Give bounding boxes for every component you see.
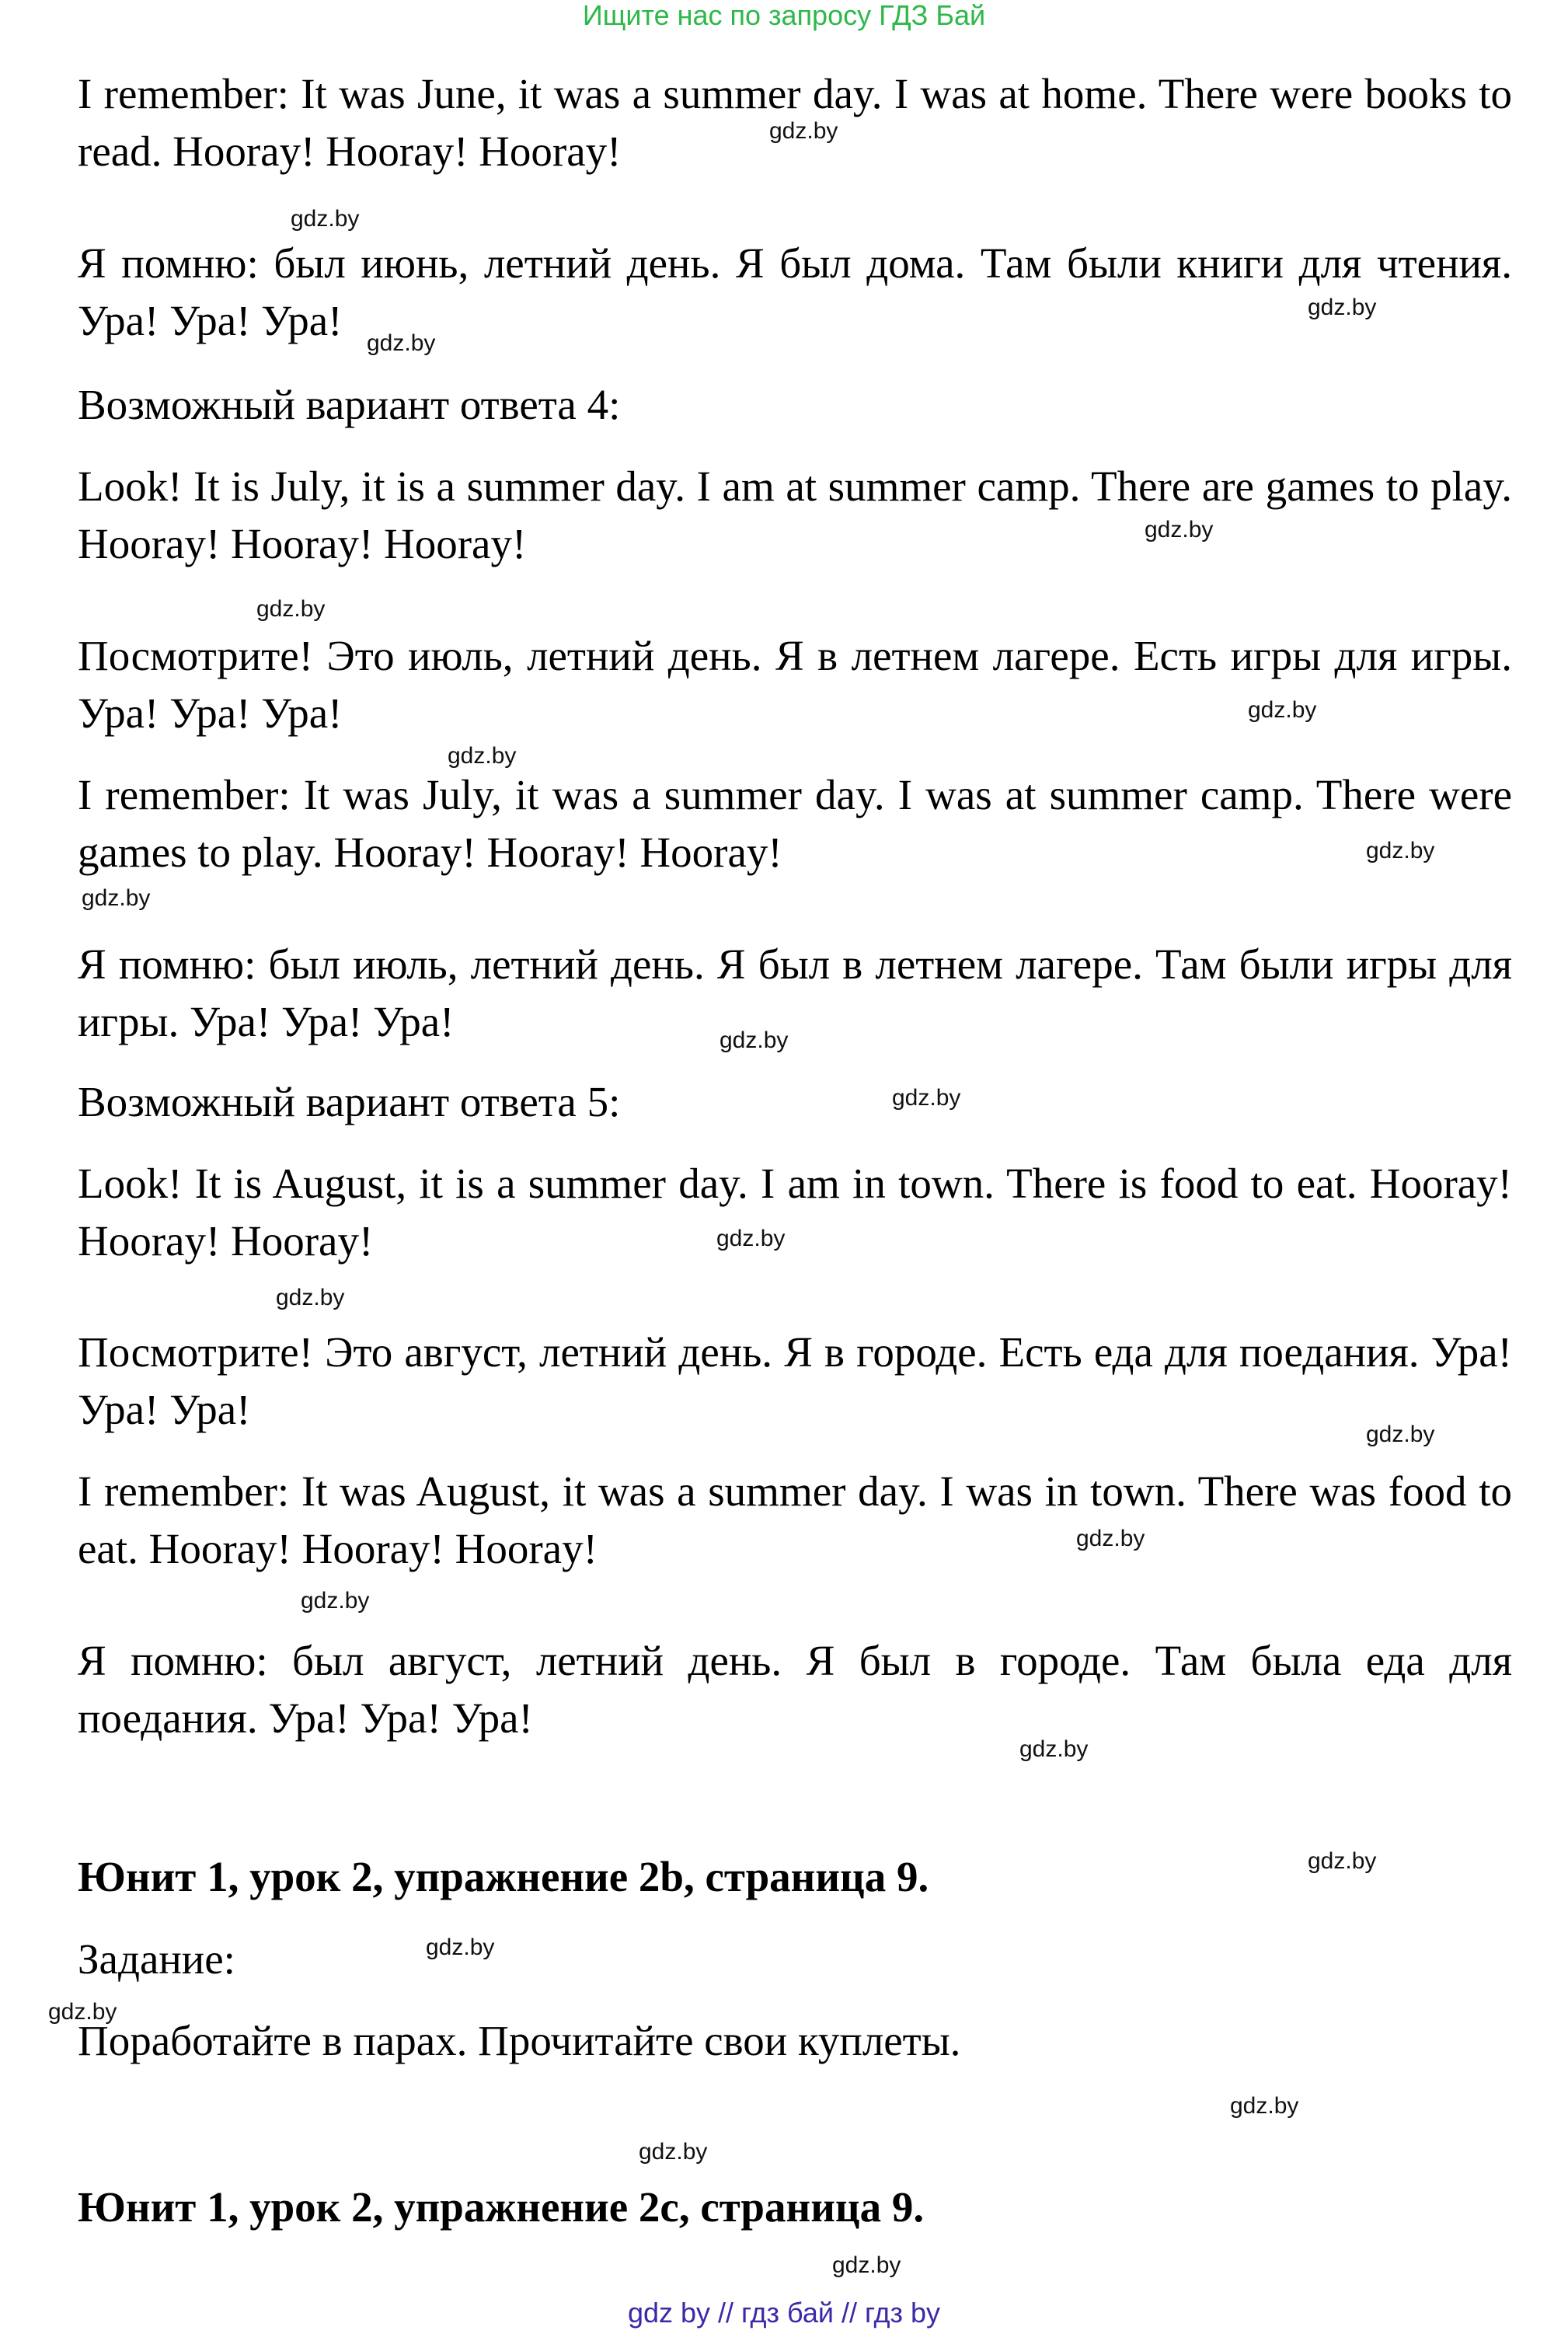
watermark-label: gdz.by [1230,2093,1299,2119]
paragraph-ru-july-look: Посмотрите! Это июль, летний день. Я в летнем лагере. Есть игры для игры. Ура! Ура! Ура! [78,632,1512,737]
paragraph-ru-june-remember: Я помню: был июнь, летний день. Я был дома. Там были книги для чтения. Ура! Ура! Ура! [78,239,1512,344]
watermark-label: gdz.by [1366,838,1435,863]
section-2b-heading: Юнит 1, урок 2, упражнение 2b, страница 9. [78,1853,929,1900]
watermark-label: gdz.by [639,2139,708,2165]
watermark-label: gdz.by [1248,697,1317,723]
watermark-label: gdz.by [892,1085,961,1111]
watermark-label: gdz.by [1308,1848,1377,1874]
watermark-label: gdz.by [1145,517,1214,543]
watermark-label: gdz.by [82,885,151,911]
paragraph-en-july-look: Look! It is July, it is a summer day. I am at summer camp. There are games to play. Hooray! Hooray! Hooray! [78,462,1512,567]
watermark-label: gdz.by [276,1285,345,1310]
watermark-label: gdz.by [367,330,436,356]
watermark-label: gdz.by [769,118,838,144]
watermark-label: gdz.by [1019,1736,1089,1762]
paragraph-en-june-remember: I remember: It was June, it was a summer day. I was at home. There were books to read. Hooray! Hooray! Hooray! [78,70,1512,175]
paragraph-en-august-look: Look! It is August, it is a summer day. I am in town. There is food to eat. Hooray! Hooray! Hooray! [78,1160,1512,1265]
answer-variant-4-label: Возможный вариант ответа 4: [78,381,621,428]
watermark-label: gdz.by [716,1226,786,1251]
paragraph-ru-august-look: Посмотрите! Это август, летний день. Я в городе. Есть еда для поедания. Ура! Ура! Ура! [78,1328,1512,1433]
watermark-label: gdz.by [1076,1526,1145,1551]
watermark-label: gdz.by [301,1588,370,1614]
footer-links: gdz by // гдз бай // гдз by [627,2297,941,2329]
paragraph-en-august-remember: I remember: It was August, it was a summer day. I was in town. There was food to eat. Hooray! Hooray! Hooray! [78,1467,1512,1572]
top-banner: Ищите нас по запросу ГДЗ Бай [582,0,986,31]
watermark-label: gdz.by [448,743,517,769]
paragraph-ru-july-remember: Я помню: был июль, летний день. Я был в летнем лагере. Там были игры для игры. Ура! Ура! Ура! [78,940,1512,1045]
watermark-label: gdz.by [1308,295,1377,320]
watermark-label: gdz.by [256,596,326,622]
watermark-label: gdz.by [426,1935,495,1960]
paragraph-en-july-remember: I remember: It was July, it was a summer day. I was at summer camp. There were games to play. Hooray! Hooray! Hooray! [78,771,1512,876]
paragraph-ru-august-remember: Я помню: был август, летний день. Я был в городе. Там была еда для поедания. Ура! Ура! Ура! [78,1637,1512,1742]
watermark-label: gdz.by [291,206,360,232]
section-2b-task-text: Поработайте в парах. Прочитайте свои куплеты. [78,2017,961,2064]
watermark-label: gdz.by [720,1027,789,1053]
section-2c-heading: Юнит 1, урок 2, упражнение 2c, страница 9. [78,2183,925,2231]
watermark-label: gdz.by [1366,1422,1435,1447]
watermark-label: gdz.by [48,1999,117,2025]
answer-variant-5-label: Возможный вариант ответа 5: [78,1078,621,1125]
watermark-label: gdz.by [832,2252,901,2278]
section-2b-task-label: Задание: [78,1935,235,1983]
